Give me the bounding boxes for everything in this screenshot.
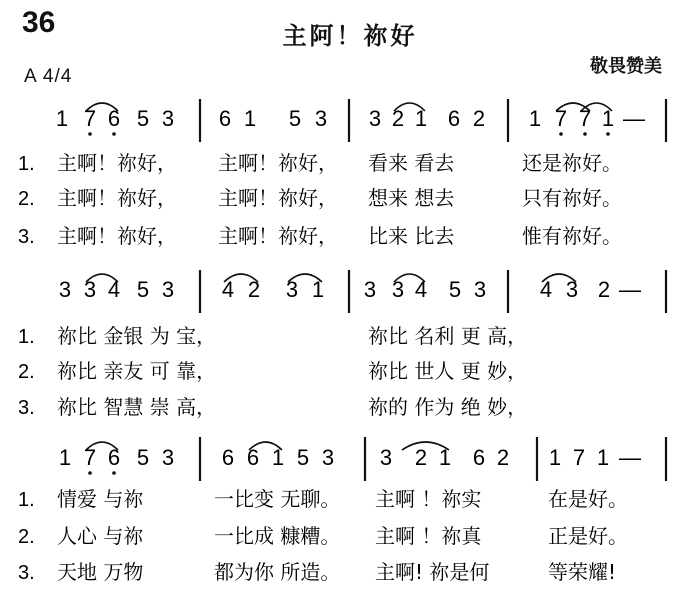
note: 1 [271, 445, 285, 470]
lyric-text: 只有祢好。 [522, 186, 622, 210]
verse-number: 2. [18, 361, 35, 383]
note: 7 [578, 106, 592, 131]
octave-dot [88, 132, 92, 136]
note: 3 [368, 106, 382, 131]
song-title: 主阿！祢好 [282, 22, 418, 50]
verse-number: 1. [18, 153, 35, 175]
note: 3 [363, 277, 377, 302]
note: 2 [472, 106, 486, 131]
key-signature: A 4/4 [24, 66, 73, 87]
octave-dot [606, 132, 610, 136]
verse-number: 1. [18, 326, 35, 348]
song-source: 敬畏赞美 [590, 56, 662, 77]
note: 3 [379, 445, 393, 470]
note: 7 [554, 106, 568, 131]
lyric-text: 祢比 亲友 可 靠， [57, 359, 217, 383]
lyric-text: 情爱 与祢 [57, 487, 144, 511]
note: 3 [565, 277, 579, 302]
lyric-text: 人心 与祢 [57, 524, 144, 548]
note: 7 [83, 445, 97, 470]
lyric-text: 都为你 所造。 [214, 560, 341, 584]
note: 5 [136, 106, 150, 131]
note: 3 [161, 277, 175, 302]
lyric-text: 在是好。 [548, 487, 628, 511]
note: 1 [601, 106, 615, 131]
lyric-text: 看来 看去 [368, 151, 455, 175]
lyric-text: 主啊！祢好， [57, 151, 177, 175]
note: 6 [246, 445, 260, 470]
note: 4 [107, 277, 121, 302]
note: 5 [296, 445, 310, 470]
note: 1 [438, 445, 452, 470]
note: 2 [414, 445, 428, 470]
note: 3 [161, 445, 175, 470]
note: 4 [414, 277, 428, 302]
lyric-text: 祢比 金银 为 宝， [57, 324, 217, 348]
octave-dot [583, 132, 587, 136]
dash-note: — [619, 277, 641, 302]
note: 4 [539, 277, 553, 302]
lyric-text: 比来 比去 [368, 224, 455, 248]
note: 1 [243, 106, 257, 131]
lyric-text: 祢比 名利 更 高， [368, 324, 528, 348]
note: 7 [83, 106, 97, 131]
lyric-text: 主啊！祢好， [57, 186, 177, 210]
lyric-text: 还是祢好。 [522, 151, 622, 175]
lyric-text: 一比变 无聊。 [214, 487, 341, 511]
note: 6 [107, 445, 121, 470]
lyric-text: 惟有祢好。 [522, 224, 622, 248]
note: 7 [572, 445, 586, 470]
lyric-text: 想来 想去 [368, 186, 455, 210]
note: 6 [447, 106, 461, 131]
lyric-text: 天地 万物 [57, 560, 144, 584]
note: 1 [58, 445, 72, 470]
note: 1 [55, 106, 69, 131]
dash-note: — [623, 106, 645, 131]
lyric-text: 等荣耀! [548, 560, 617, 584]
octave-dot [559, 132, 563, 136]
note: 6 [107, 106, 121, 131]
note: 3 [83, 277, 97, 302]
note: 1 [414, 106, 428, 131]
note: 2 [391, 106, 405, 131]
lyric-text: 主啊！祢好， [218, 151, 338, 175]
note: 4 [221, 277, 235, 302]
verse-number: 1. [18, 489, 35, 511]
note: 3 [391, 277, 405, 302]
note: 1 [528, 106, 542, 131]
lyric-text: 主啊 ！祢真 [375, 524, 482, 548]
note: 3 [58, 277, 72, 302]
note: 5 [136, 277, 150, 302]
octave-dot [112, 471, 116, 475]
verse-number: 2. [18, 188, 35, 210]
lyric-text: 祢的 作为 绝 妙， [368, 395, 528, 419]
verse-number: 3. [18, 226, 35, 248]
note: 6 [218, 106, 232, 131]
note: 2 [247, 277, 261, 302]
note: 2 [597, 277, 611, 302]
note: 3 [161, 106, 175, 131]
verse-number: 2. [18, 526, 35, 548]
note: 5 [448, 277, 462, 302]
note: 5 [136, 445, 150, 470]
lyric-text: 祢比 智慧 崇 高， [57, 395, 217, 419]
lyric-text: 一比成 糠糟。 [214, 524, 341, 548]
note: 3 [285, 277, 299, 302]
octave-dot [88, 471, 92, 475]
lyric-text: 祢比 世人 更 妙， [368, 359, 528, 383]
note: 3 [321, 445, 335, 470]
verse-number: 3. [18, 397, 35, 419]
octave-dot [112, 132, 116, 136]
lyric-text: 主啊 ！祢实 [375, 487, 482, 511]
dash-note: — [619, 445, 641, 470]
lyric-text: 主啊！祢好， [218, 186, 338, 210]
lyric-text: 主啊！祢好， [218, 224, 338, 248]
lyric-text: 正是好。 [548, 524, 628, 548]
note: 1 [548, 445, 562, 470]
note: 1 [596, 445, 610, 470]
verse-number: 3. [18, 562, 35, 584]
note: 2 [496, 445, 510, 470]
song-number: 36 [22, 6, 56, 39]
note: 3 [473, 277, 487, 302]
note: 5 [288, 106, 302, 131]
lyric-text: 主啊! 祢是何 [375, 560, 490, 584]
lyric-text: 主啊！祢好， [57, 224, 177, 248]
note: 6 [221, 445, 235, 470]
note: 6 [472, 445, 486, 470]
note: 1 [311, 277, 325, 302]
note: 3 [314, 106, 328, 131]
